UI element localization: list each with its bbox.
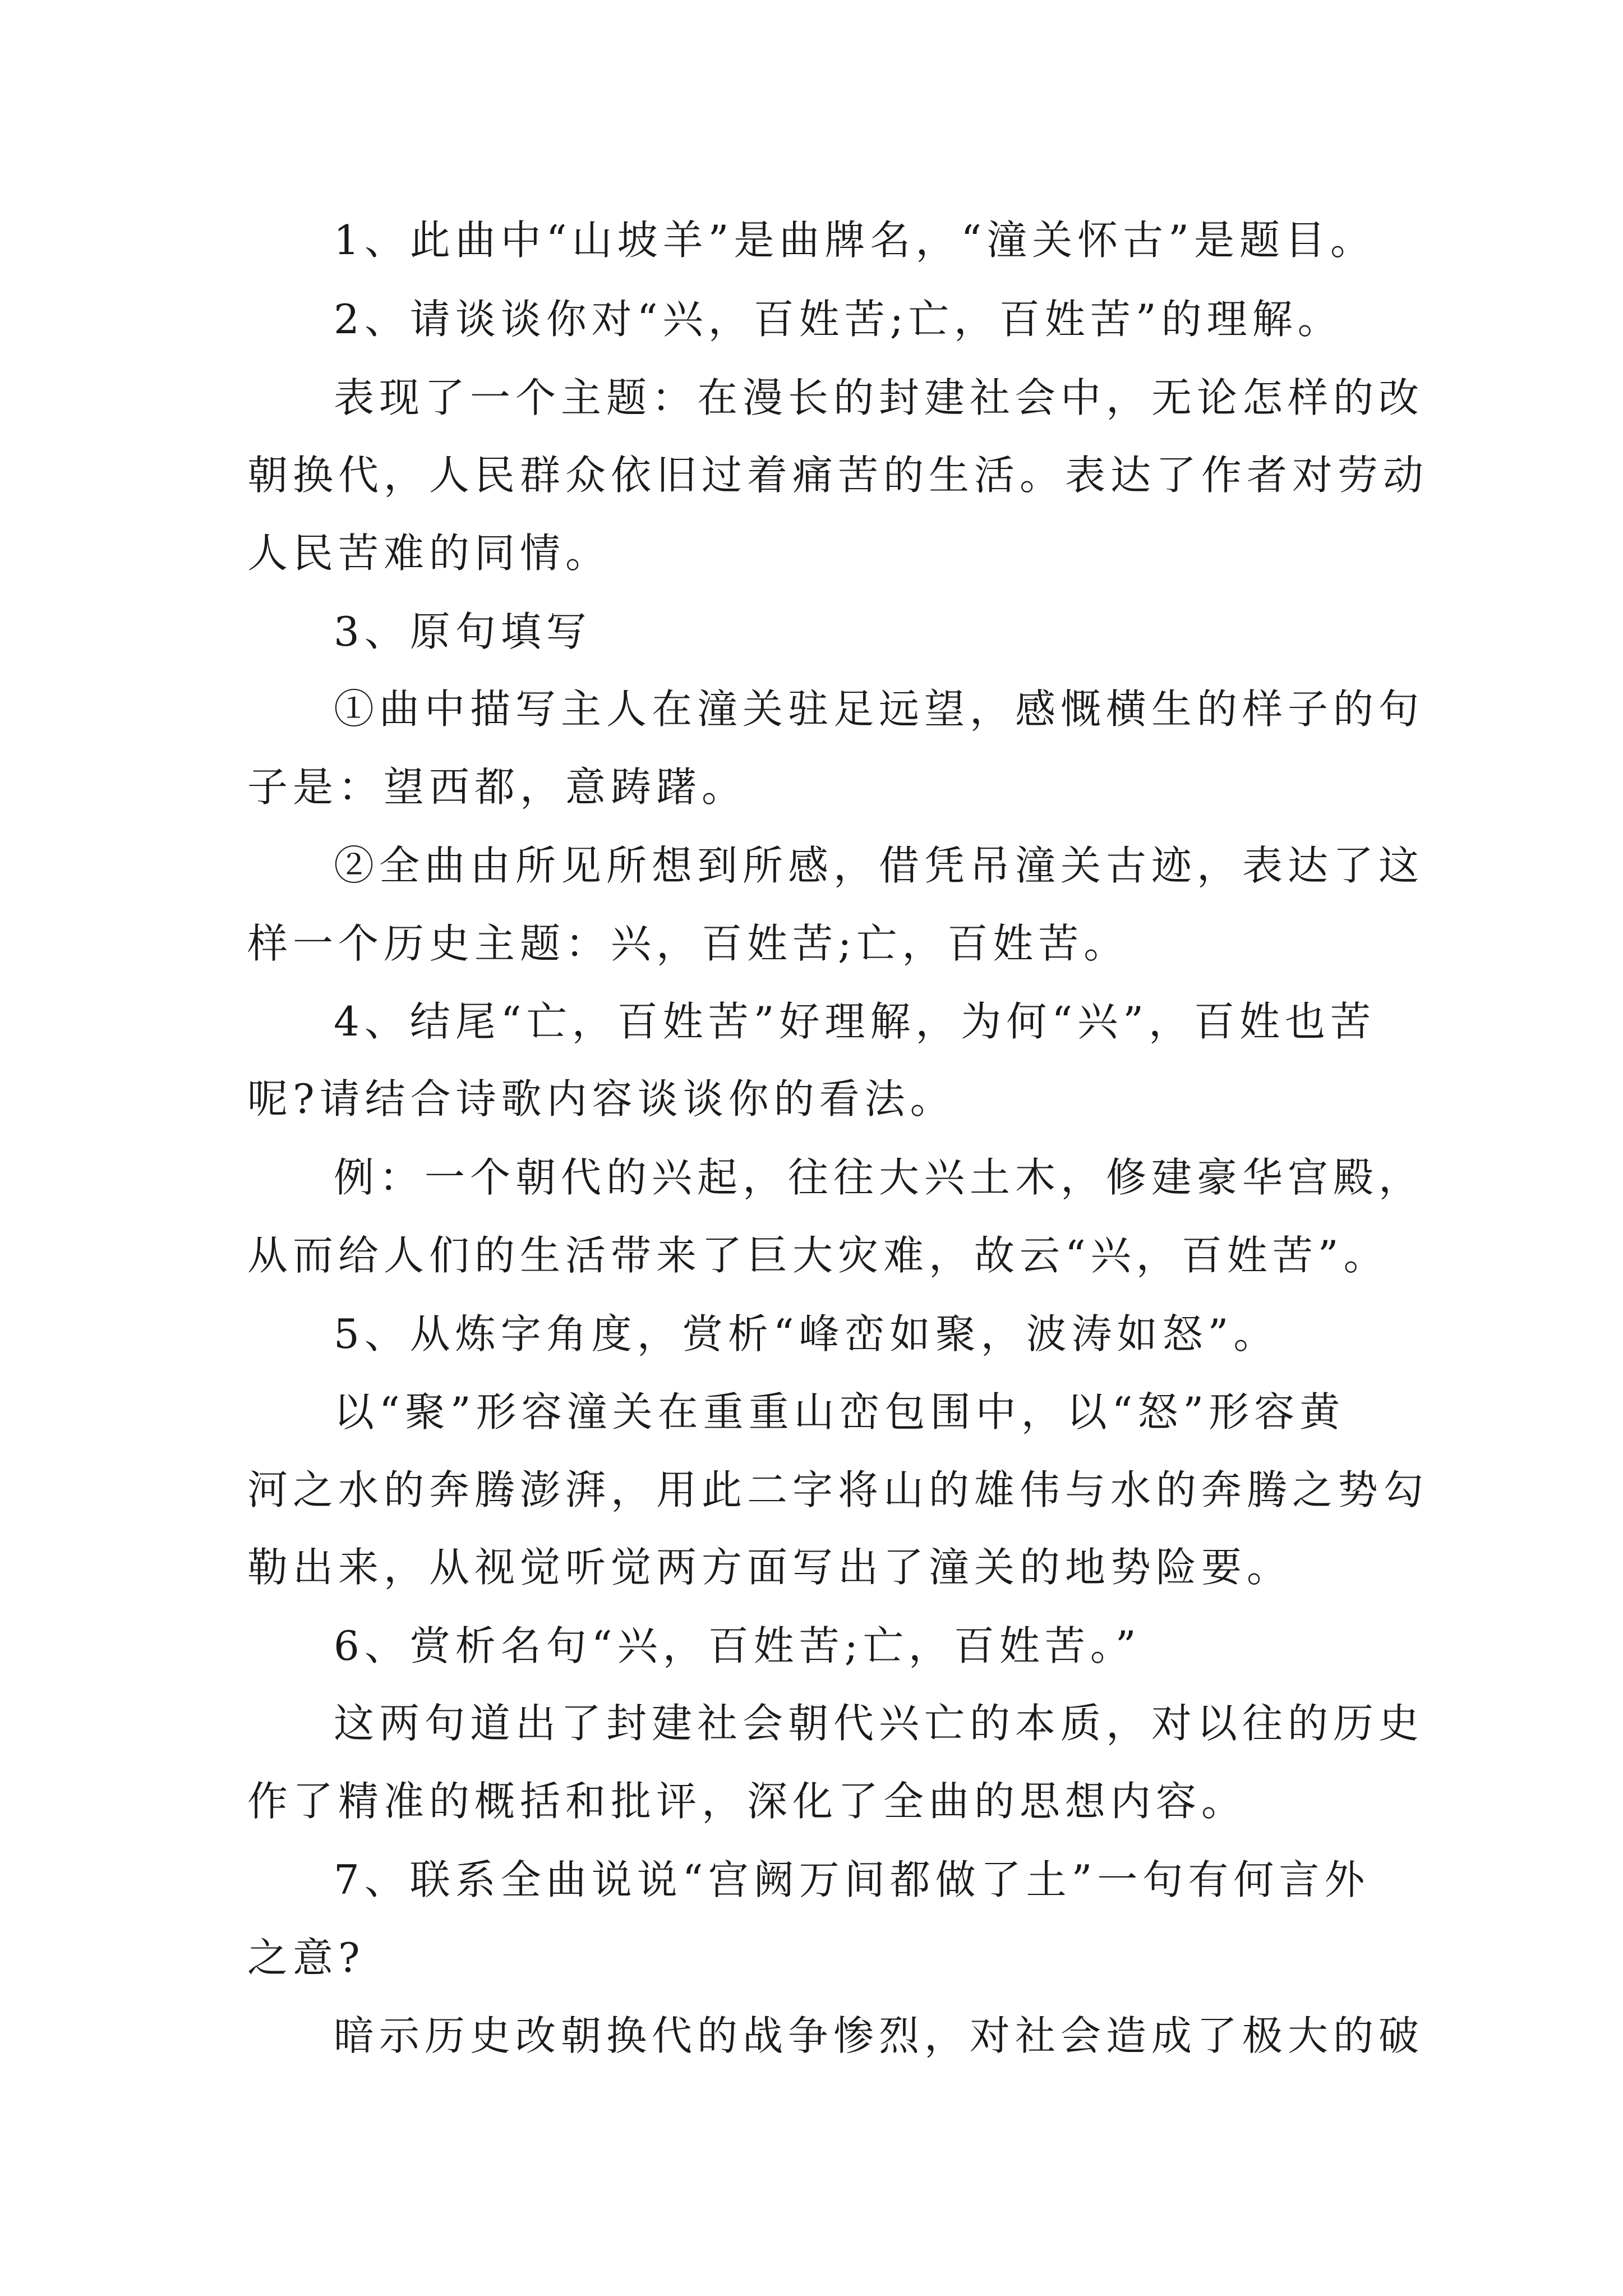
answer-3-1-line-2: 子是：望西都，意踌躇。 — [247, 763, 748, 811]
question-6: 6、赏析名句“兴，百姓苦;亡，百姓苦。” — [334, 1622, 1141, 1669]
question-4-line-1: 4、结尾“亡，百姓苦”好理解，为何“兴”，百姓也苦 — [334, 998, 1376, 1045]
answer-5-line-1: 以“聚”形容潼关在重重山峦包围中，以“怒”形容黄 — [334, 1388, 1345, 1435]
answer-6-line-2: 作了精准的概括和批评，深化了全曲的思想内容。 — [247, 1778, 1247, 1825]
answer-2-line-1: 表现了一个主题：在漫长的封建社会中，无论怎样的改 — [334, 374, 1424, 421]
question-5: 5、从炼字角度，赏析“峰峦如聚，波涛如怒”。 — [334, 1310, 1279, 1358]
answer-6-line-1: 这两句道出了封建社会朝代兴亡的本质，对以往的历史 — [334, 1700, 1424, 1747]
answer-2-line-2: 朝换代，人民群众依旧过着痛苦的生活。表达了作者对劳动 — [247, 452, 1429, 499]
question-7-line-1: 7、联系全曲说说“宫阙万间都做了土”一句有何言外 — [334, 1856, 1370, 1903]
answer-5-line-3: 勒出来，从视觉听觉两方面写出了潼关的地势险要。 — [247, 1544, 1293, 1591]
answer-3-1-line-1: ①曲中描写主人在潼关驻足远望，感慨横生的样子的句 — [334, 685, 1424, 733]
question-2: 2、请谈谈你对“兴，百姓苦;亡，百姓苦”的理解。 — [334, 296, 1343, 343]
answer-2-line-3: 人民苦难的同情。 — [247, 530, 611, 577]
question-7-line-2: 之意? — [247, 1934, 365, 1981]
question-1: 1、此曲中“山坡羊”是曲牌名，“潼关怀古”是题目。 — [334, 217, 1376, 264]
question-3: 3、原句填写 — [334, 608, 592, 655]
answer-4-line-1: 例：一个朝代的兴起，往往大兴土木，修建豪华宫殿， — [334, 1154, 1424, 1201]
answer-3-2-line-1: ②全曲由所见所想到所感，借凭吊潼关古迹，表达了这 — [334, 842, 1424, 889]
answer-4-line-2: 从而给人们的生活带来了巨大灾难，故云“兴，百姓苦”。 — [247, 1232, 1389, 1279]
question-4-line-2: 呢?请结合诗歌内容谈谈你的看法。 — [247, 1075, 956, 1122]
answer-5-line-2: 河之水的奔腾澎湃，用此二字将山的雄伟与水的奔腾之势勾 — [247, 1466, 1429, 1513]
answer-7-line-1: 暗示历史改朝换代的战争惨烈，对社会造成了极大的破 — [334, 2012, 1424, 2059]
answer-3-2-line-2: 样一个历史主题：兴，百姓苦;亡，百姓苦。 — [247, 920, 1129, 967]
